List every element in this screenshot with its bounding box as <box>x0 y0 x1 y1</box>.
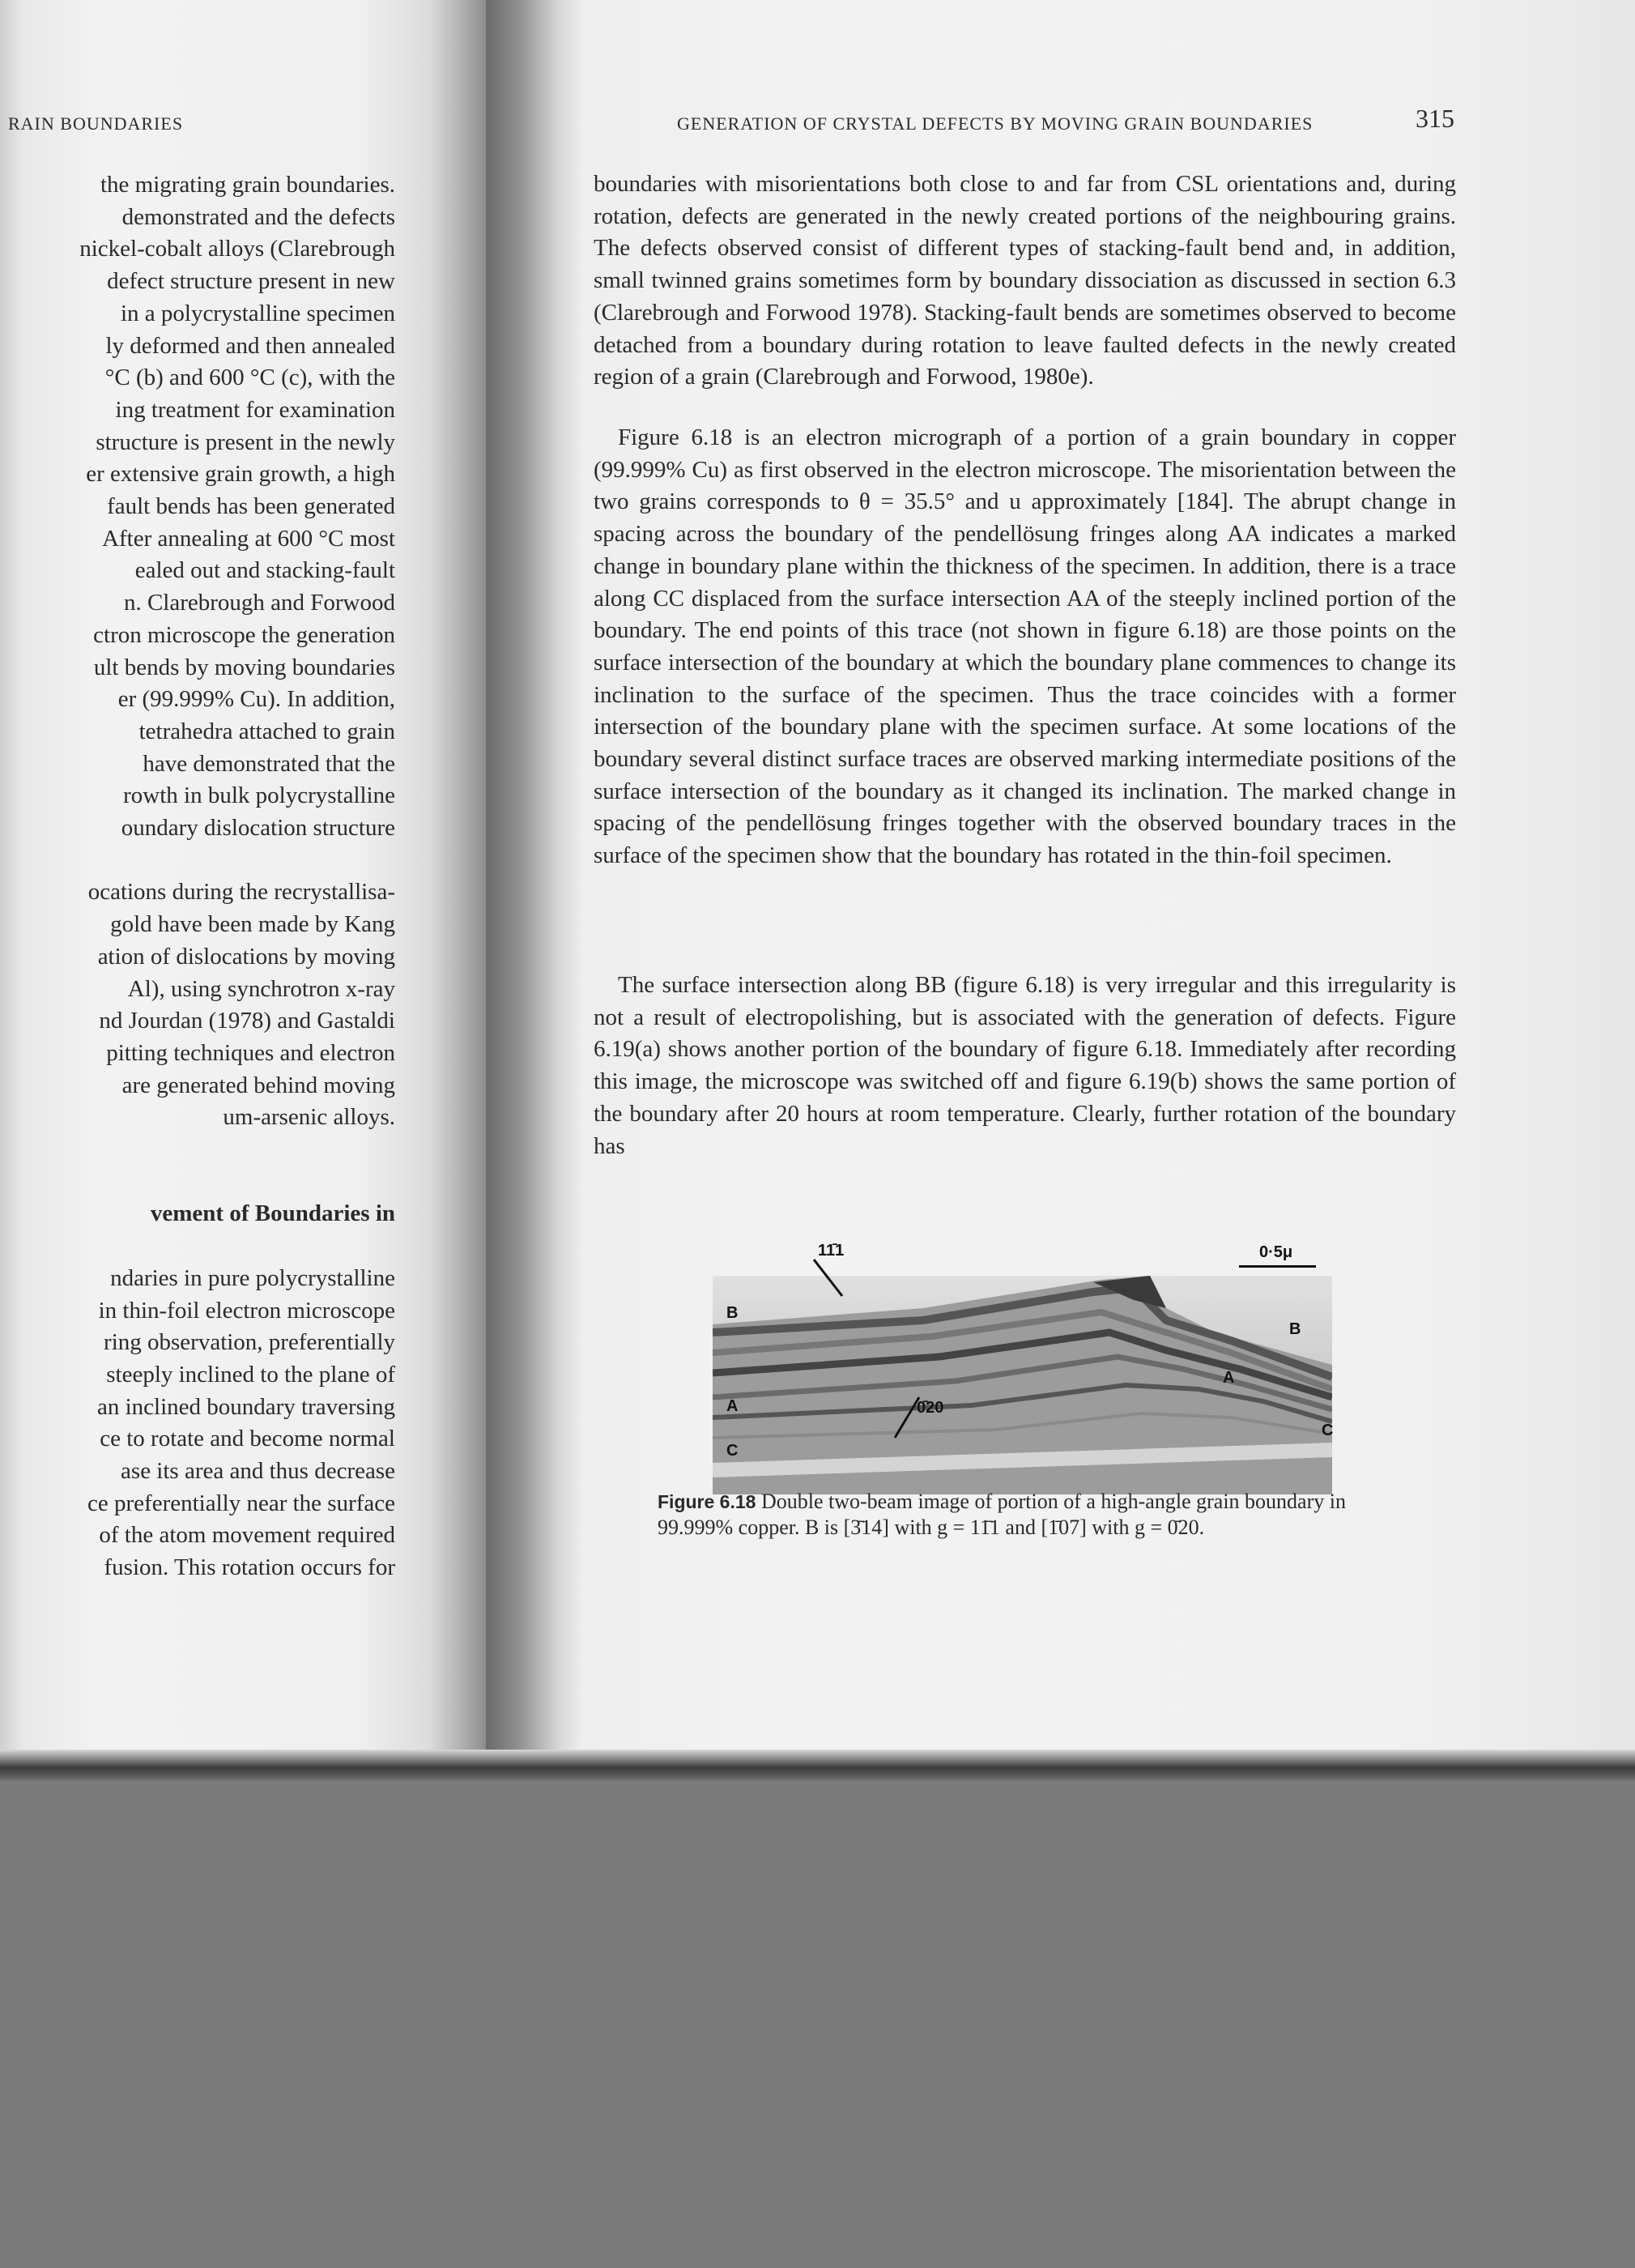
left-text-line: ult bends by moving boundaries <box>93 654 395 680</box>
paragraph-3: The surface intersection along BB (figure 6.18) is very irregular and this irregularity is not a result of electropolishing, but is associated with the generation of defects. Figure 6.19(a) shows another portion of the boundary of figure 6.18. Immediately after recording this image, the microscope was switched off and figure 6.19(b) shows the same portion of the boundary after 20 hours at room temperature. Clearly, further rotation of the boundary has <box>594 972 1456 1159</box>
left-running-head: RAIN BOUNDARIES <box>8 113 184 134</box>
left-text-line: gold have been made by Kang <box>110 911 395 938</box>
left-text-line: ndaries in pure polycrystalline <box>110 1264 395 1291</box>
left-text-line: ing treatment for examination <box>115 396 395 423</box>
book-gutter <box>486 0 583 1772</box>
paragraph-1: boundaries with misorientations both close to and far from CSL orientations and, during rotation, defects are generated in the newly created portions of the neighbouring grains. The defects observed consist of different types of stacking-fault bend and, in addition, small twinned grains sometimes form by boundary dissociation as discussed in section 6.3 (Clarebrough and Forwood 1978). Stacking-fault bends are sometimes observed to become detached from a boundary during rotation to leave faulted defects in the newly created region of a grain (Clarebrough and Forwood, 1980e). <box>594 171 1456 390</box>
label-b-left: B <box>726 1304 739 1322</box>
caption-text: Double two-beam image of portion of a high-angle grain boundary in 99.999% copper. B is [3̄14] with g = 11̄1 and [1̄07] with g = 0̄20. <box>658 1490 1346 1539</box>
left-text-line: rowth in bulk polycrystalline <box>123 782 395 809</box>
left-text-line: fusion. This rotation occurs for <box>104 1554 395 1581</box>
left-text-line: ealed out and stacking-fault <box>134 557 395 584</box>
page-bottom-edge <box>0 1750 1635 1782</box>
left-text-line: the migrating grain boundaries. <box>100 172 395 198</box>
caption-label: Figure 6.18 <box>658 1491 756 1512</box>
left-text-line: structure is present in the newly <box>96 428 395 455</box>
left-text-line: defect structure present in new <box>107 268 395 295</box>
left-text-line: °C (b) and 600 °C (c), with the <box>104 364 395 391</box>
label-c-right: C <box>1322 1422 1334 1439</box>
page-number: 315 <box>1416 104 1454 133</box>
left-text-line: in a polycrystalline specimen <box>120 300 395 326</box>
left-text-line: nd Jourdan (1978) and Gastaldi <box>99 1008 395 1034</box>
left-text-line: er extensive grain growth, a high <box>86 461 395 488</box>
left-text-line: er (99.999% Cu). In addition, <box>117 686 395 713</box>
left-text-line: pitting techniques and electron <box>106 1039 395 1066</box>
left-text-line: ation of dislocations by moving <box>97 943 395 970</box>
left-text-line: um-arsenic alloys. <box>223 1104 395 1131</box>
micrograph-fringes <box>713 1276 1332 1494</box>
left-text-line: have demonstrated that the <box>143 750 395 777</box>
left-text-line: in thin-foil electron microscope <box>98 1297 395 1324</box>
running-head: GENERATION OF CRYSTAL DEFECTS BY MOVING GRAIN BOUNDARIES <box>677 113 1314 134</box>
label-a-right: A <box>1223 1369 1235 1387</box>
label-b-right: B <box>1289 1320 1301 1338</box>
left-text-line: vement of Boundaries in <box>150 1200 395 1227</box>
figure-caption <box>658 1489 1386 1541</box>
paragraph-2: Figure 6.18 is an electron micrograph of a portion of a grain boundary in copper (99.999% Cu) as first observed in the electron microscope. The misorientation between the two grains corresponds to θ = 35.5° and u approximately [184]. The abrupt change in spacing across the boundary of the pendellösung fringes along AA indicates a marked change in boundary plane within the thickness of the specimen. In addition, there is a trace along CC displaced from the surface intersection AA of the steeply inclined portion of the boundary. The end points of this trace (not shown in figure 6.18) are those points on the surface intersection of the boundary at which the boundary plane commences to change its inclination to the surface of the specimen. Thus the trace coincides with a former intersection of the boundary plane with the specimen surface. At some locations of the boundary several distinct surface traces are observed marking intermediate positions of the surface intersection of the boundary as it changed its inclination. The marked change in spacing of the pendellösung fringes together with the observed boundary traces in the surface of the specimen show that the boundary has rotated in the thin-foil specimen. <box>594 424 1456 869</box>
left-text-line: tetrahedra attached to grain <box>138 718 395 744</box>
micrograph-figure <box>713 1227 1332 1494</box>
scale-bar-label: 0·5μ <box>1259 1243 1293 1261</box>
left-text-line: After annealing at 600 °C most <box>102 525 395 552</box>
left-text-line: ocations during the recrystallisa- <box>87 879 395 906</box>
g-vector-1-label: 11̄1 <box>818 1242 845 1260</box>
left-text-line: fault bends has been generated <box>107 493 395 519</box>
scale-bar <box>1239 1265 1316 1268</box>
label-c-left: C <box>726 1442 739 1460</box>
g-vector-2-label: 0̄20 <box>917 1399 944 1417</box>
left-text-line: steeply inclined to the plane of <box>106 1361 395 1388</box>
left-text-line: n. Clarebrough and Forwood <box>123 590 395 616</box>
left-text-line: ring observation, preferentially <box>104 1329 395 1356</box>
left-text-line: of the atom movement required <box>99 1522 395 1549</box>
left-text-line: ase its area and thus decrease <box>121 1458 395 1484</box>
left-page <box>0 0 502 1772</box>
micrograph-image <box>713 1276 1332 1494</box>
g-vector-1-arrow <box>810 1256 858 1304</box>
left-text-line: ce to rotate and become normal <box>100 1426 395 1452</box>
left-text-line: demonstrated and the defects <box>121 203 395 230</box>
left-text-line: ctron microscope the generation <box>93 621 395 648</box>
left-text-line: oundary dislocation structure <box>121 815 395 841</box>
label-a-left: A <box>726 1397 739 1415</box>
left-text-line: are generated behind moving <box>121 1072 395 1098</box>
left-text-line: Al), using synchrotron x-ray <box>127 975 395 1002</box>
left-text-line: ce preferentially near the surface <box>87 1490 395 1516</box>
left-text-line: ly deformed and then annealed <box>105 332 395 359</box>
left-text-line: nickel-cobalt alloys (Clarebrough <box>79 236 395 262</box>
left-text-line: an inclined boundary traversing <box>96 1393 395 1420</box>
